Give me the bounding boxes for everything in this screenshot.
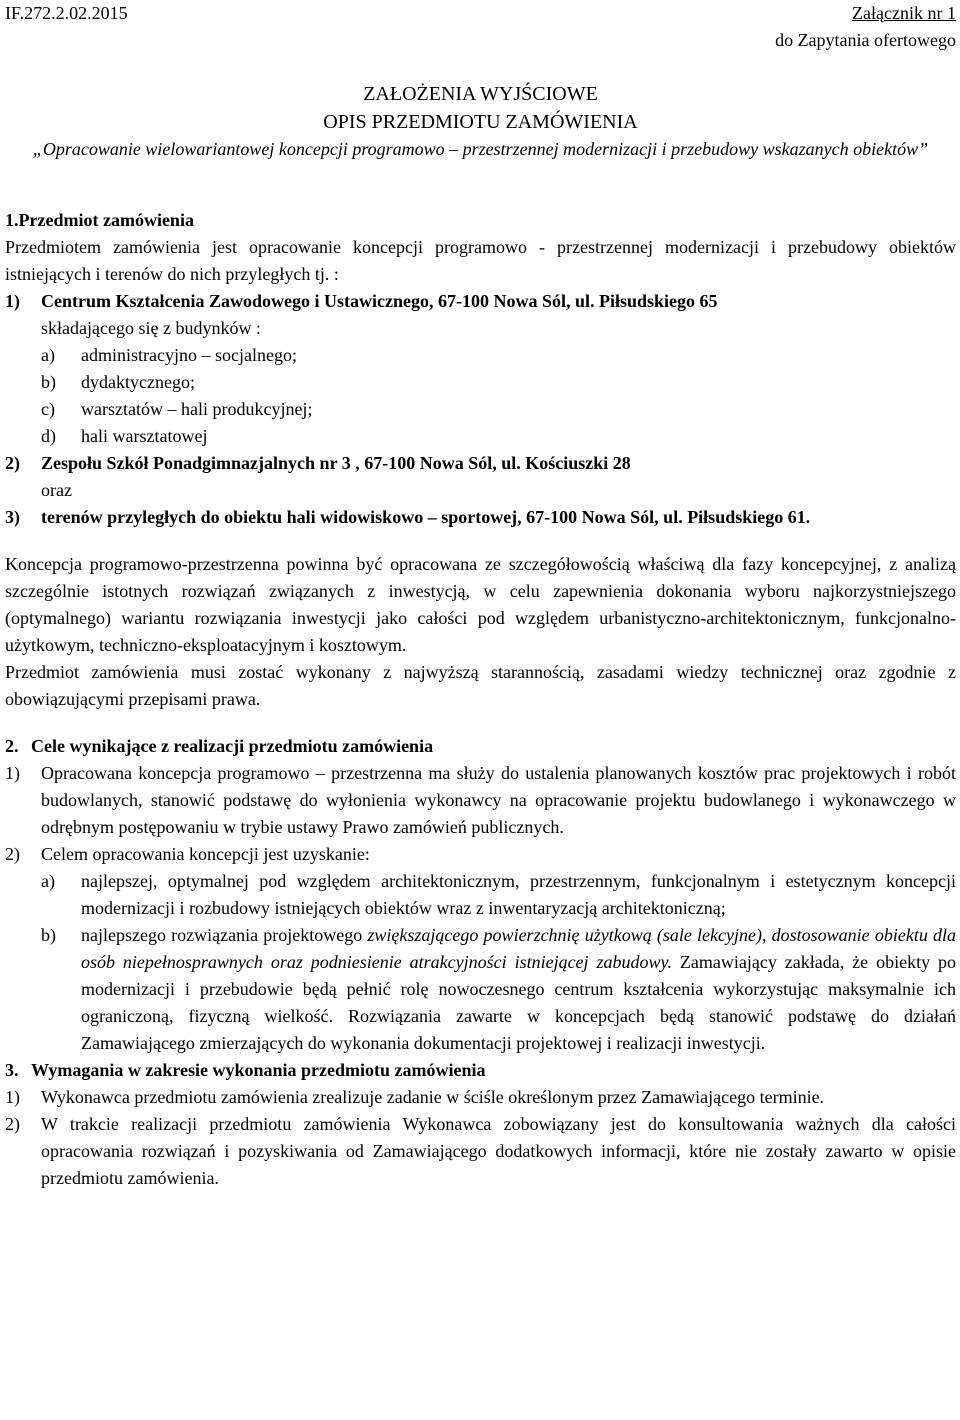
doc-title-line1: ZAŁOŻENIA WYJŚCIOWE [363, 83, 598, 105]
section1-paragraph1: Koncepcja programowo-przestrzenna powinna być opracowana ze szczegółowością właściwą dla fazy koncepcyjnej, z analizą szczególnie istotnych rozwiązań związanych z inwestycją, w celu zapewnienia dokonania wyboru najkorzystniejszego (optymalnego) wariantu rozwiązania inwestycji jako całości pod względem urbanistyczno-architektonicznym, funkcjonalno-użytkowym, techniczno-eksploatacyjnym i kosztowym. [5, 554, 956, 655]
sub-item-c: c) warsztatów – hali produkcyjnej; [41, 399, 313, 419]
document-header [5, 0, 956, 27]
annex-label: Załącznik nr 1 [852, 3, 956, 23]
section2-item1: 1) Opracowana koncepcja programowo – przestrzenna ma służy do ustalenia planowanych kosztów prac projektowych i robót budowlanych, stanowić podstawę do wyłonienia wykonawcy na opracowanie projektu budowlanego i wykonawczego w odrębnym postępowaniu w trybie ustawy Prawo zamówień publicznych. [5, 763, 956, 837]
sub-item-a: a) administracyjno – socjalnego; [41, 345, 297, 365]
doc-title-line2: OPIS PRZEDMIOTU ZAMÓWIENIA [323, 111, 638, 133]
section3-heading: 3. Wymagania w zakresie wykonania przedmiotu zamówienia [5, 1060, 486, 1080]
reference-number: IF.272.2.02.2015 [5, 3, 128, 23]
section2-sub-b: b) najlepszego rozwiązania projektowego zwiększającego powierzchnię użytkową (sale lekcyjne), dostosowanie obiektu dla osób niepełnosprawnych oraz podniesienie atrakcyjności istniejącej zabudowy. Zamawiający zakłada, że obiekty po modernizacji i przebudowie będą pełnić rolę nowoczesnego centrum kształcenia wykorzystując maksymalnie ich ograniczoną, fizyczną wielkość. Rozwiązania zawarte w koncepcjach będą stanowić podstawę do działań Zamawiającego zmierzających do wykonania dokumentacji projektowej i realizacji inwestycji. [41, 925, 956, 1053]
section1-intro: Przedmiotem zamówienia jest opracowanie koncepcji programowo - przestrzennej modernizacji i przebudowy obiektów istniejących i terenów do nich przyległych tj. : [5, 237, 956, 284]
doc-subject-title: „Opracowanie wielowariantowej koncepcji programowo – przestrzennej modernizacji i przebudowy wskazanych obiektów” [32, 139, 929, 159]
section2-heading: 2. Cele wynikające z realizacji przedmiotu zamówienia [5, 736, 434, 756]
sub-item-b: b) dydaktycznego; [41, 372, 195, 392]
section1-item3: 3) terenów przyległych do obiektu hali widowiskowo – sportowej, 67-100 Nowa Sól, ul. Piłsudskiego 61. [5, 507, 811, 527]
section1-oraz: oraz [41, 480, 72, 500]
annex-subtitle: do Zapytania ofertowego [775, 30, 956, 50]
section2-item2: 2) Celem opracowania koncepcji jest uzyskanie: [5, 844, 370, 864]
sub-item-d: d) hali warsztatowej [41, 426, 208, 446]
section1-item2: 2) Zespołu Szkół Ponadgimnazjalnych nr 3 , 67-100 Nowa Sól, ul. Kościuszki 28 [5, 453, 631, 473]
section1-item1-sub: składającego się z budynków : [41, 318, 261, 338]
section3-item1: 1) Wykonawca przedmiotu zamówienia zrealizuje zadanie w ściśle określonym przez Zamawiającego terminie. [5, 1087, 825, 1107]
section3-item2: 2) W trakcie realizacji przedmiotu zamówienia Wykonawca zobowiązany jest do konsultowania ważnych dla całości opracowania rozwiązań i pozyskiwania od Zamawiającego dodatkowych informacji, które nie zostały zawarto w opisie przedmiotu zamówienia. [5, 1114, 956, 1188]
section1-heading: 1.Przedmiot zamówienia [5, 210, 194, 230]
section1-item1: 1) Centrum Kształcenia Zawodowego i Ustawicznego, 67-100 Nowa Sól, ul. Piłsudskiego 65 [5, 291, 718, 311]
section2-sub-a: a) najlepszej, optymalnej pod względem architektonicznym, przestrzennym, funkcjonalnym i estetycznym koncepcji modernizacji i rozbudowy istniejących obiektów wraz z inwentaryzacją architektoniczną; [41, 871, 956, 918]
section1-paragraph2: Przedmiot zamówienia musi zostać wykonany z najwyższą starannością, zasadami wiedzy technicznej oraz zgodnie z obowiązującymi przepisami prawa. [5, 662, 956, 709]
